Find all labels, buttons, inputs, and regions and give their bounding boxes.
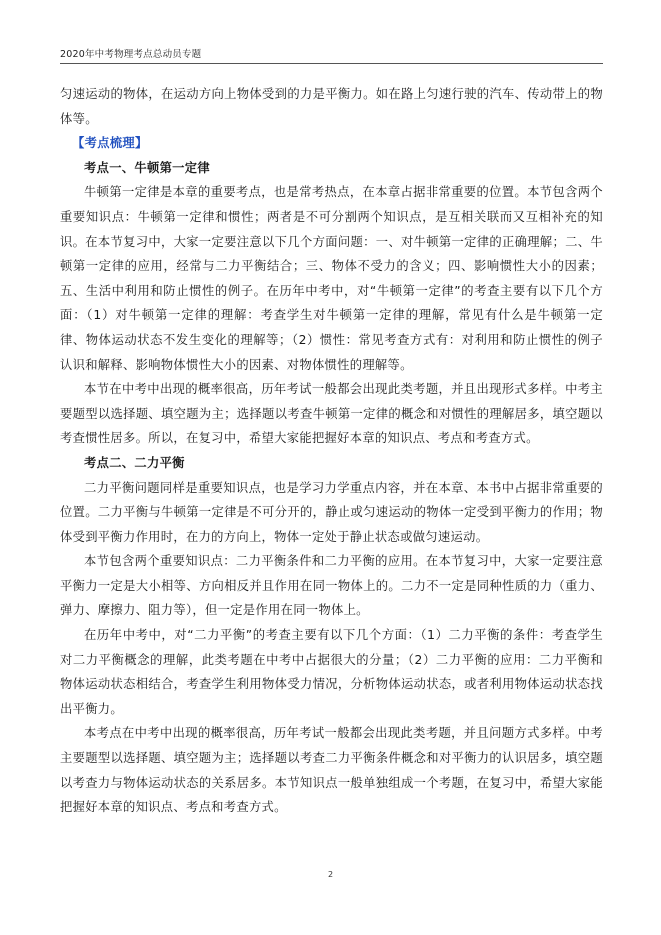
page-header: 2020年中考物理考点总动员专题 <box>60 49 202 60</box>
paragraph-2: 本节在中考中出现的概率很高，历年考试一般都会出现此类考题，并且出现形式多样。中考主要题型以选择题、填空题为主；选择题以考查牛顿第一定律的概念和对惯性的理解居多，填空题以考查惯性居多。所以，在复习中，希望大家能把握好本章的知识点、考点和考查方式。 <box>60 382 603 446</box>
section-heading: 【考点梳理】 <box>72 136 148 151</box>
paragraph-4: 本节包含两个重要知识点：二力平衡条件和二力平衡的应用。在本节复习中，大家一定要注意平衡力一定是大小相等、方向相反并且作用在同一物体上的。二力不一定是同种性质的力（重力、弹力、摩擦力、阻力等），但一定是作用在同一物体上。 <box>60 554 603 618</box>
paragraph-6: 本考点在中考中出现的概率很高，历年考试一般都会出现此类考题，并且问题方式多样。中考主要题型以选择题、填空题为主；选择题以考查二力平衡条件概念和对平衡力的认识居多，填空题以考查力与物体运动状态的关系居多。本节知识点一般单独组成一个考题，在复习中，希望大家能把握好本章的知识点、考点和考查方式。 <box>60 726 603 815</box>
page-number: 2 <box>327 870 334 879</box>
paragraph-5: 在历年中考中，对“二力平衡”的考查主要有以下几个方面：（1）二力平衡的条件：考查学生对二力平衡概念的理解，此类考题在中考中占据很大的分量；（2）二力平衡的应用：二力平衡和物体运动状态相结合，考查学生利用物体受力情况，分析物体运动状态，或者利用物体运动状态找出平衡力。 <box>60 628 603 716</box>
paragraph-3: 二力平衡问题同样是重要知识点，也是学习力学重点内容，并在本章、本书中占据非常重要的位置。二力平衡与牛顿第一定律是不可分开的，静止或匀速运动的物体一定受到平衡力的作用；物体受到平衡力作用时，在力的方向上，物体一定处于静止状态或做匀速运动。 <box>60 480 603 544</box>
document-body <box>60 82 603 820</box>
header-divider <box>60 63 603 64</box>
paragraph-1: 牛顿第一定律是本章的重要考点，也是常考热点，在本章占据非常重要的位置。本节包含两个重要知识点：牛顿第一定律和惯性；两者是不可分割两个知识点，是互相关联而又互相补充的知识。在本节复习中，大家一定要注意以下几个方面问题：一、对牛顿第一定律的正确理解；二、牛顿第一定律的应用，经常与二力平衡结合；三、物体不受力的含义；四、影响惯性大小的因素；五、生活中利用和防止惯性的例子。在历年中考中，对“牛顿第一定律”的考查主要有以下几个方面：（1）对牛顿第一定律的理解：考查学生对牛顿第一定律的理解，常见有什么是牛顿第一定律、物体运动状态不发生变化的理解等；（2）惯性：常见考查方式有：对利用和防止惯性的例子认识和解释、影响物体惯性大小的因素、对物体惯性的理解等。 <box>60 185 603 372</box>
topic-heading-1: 考点一、牛顿第一定律 <box>84 160 210 175</box>
topic-heading-2: 考点二、二力平衡 <box>84 455 185 470</box>
paragraph-intro: 匀速运动的物体，在运动方向上物体受到的力是平衡力。如在路上匀速行驶的汽车、传动带上的物体等。 <box>60 87 603 126</box>
